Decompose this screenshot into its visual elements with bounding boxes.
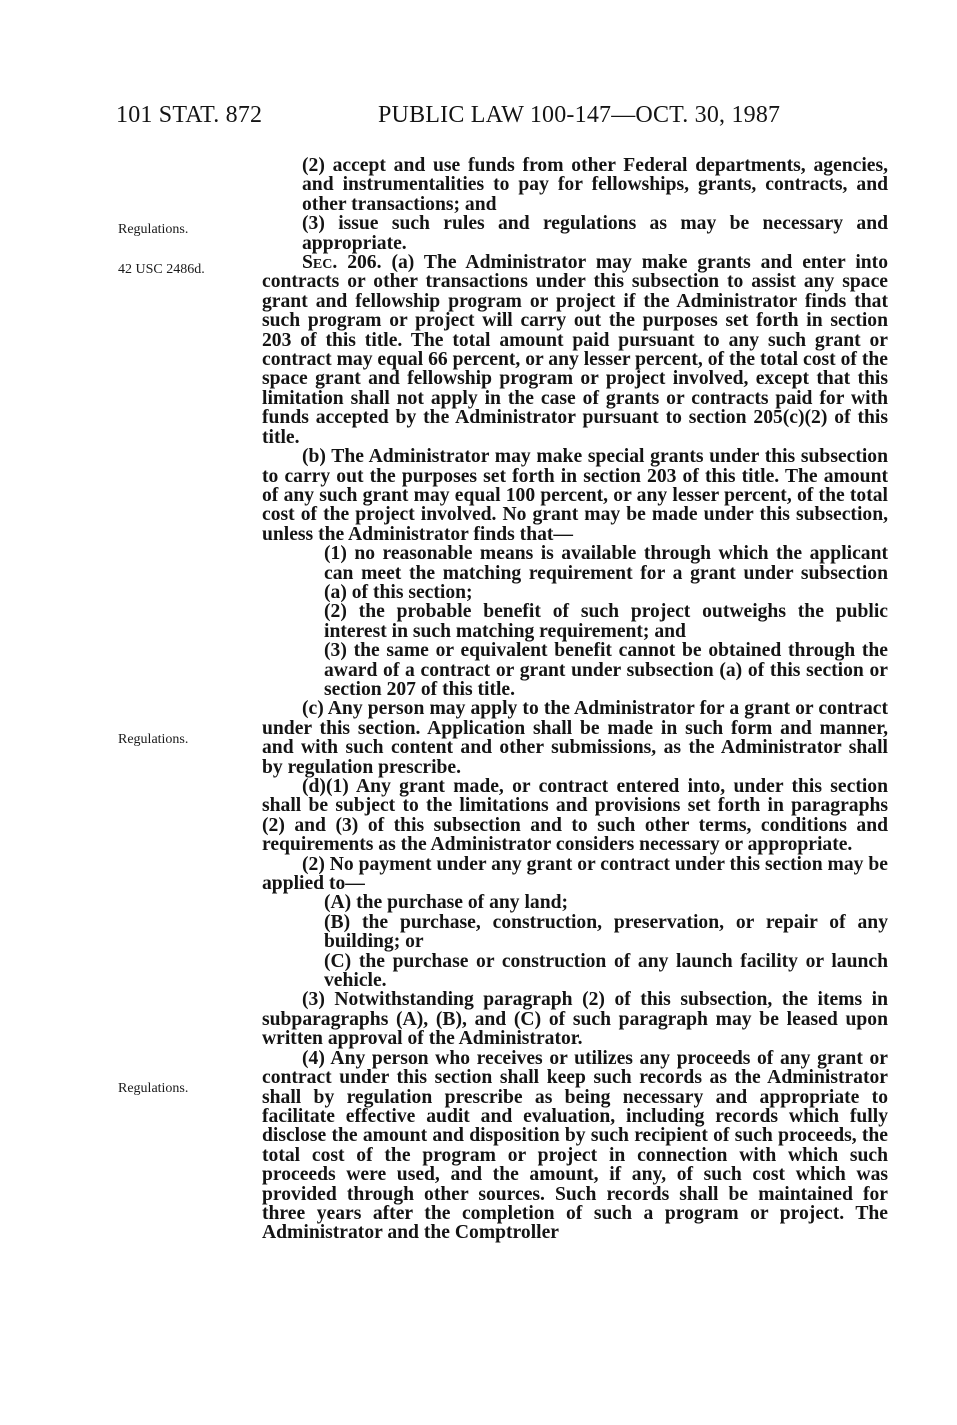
paragraph: (C) the purchase or construction of any launch facility or launch vehicle. (324, 950, 888, 992)
law-body-text (262, 156, 888, 1243)
margin-note-regulations: Regulations. (118, 1081, 189, 1096)
paragraph-text: (a) The Administrator may make grants and enter into contracts or other transactions under this subsection to assist any space grant and fellowship program or project if the Administrator finds that such program or project will carry out the purposes set forth in section 203 of this title. The total amount paid pursuant to any such grant or contract may equal 66 percent, or any lesser percent, of the total cost of the space grant and fellowship program or project involved, except that this limitation shall not apply in the case of grants or contracts paid for with funds accepted by the Administrator pursuant to section 205(c)(2) of this title. (262, 252, 888, 448)
stat-reference: 101 STAT. 872 (116, 102, 263, 128)
paragraph: (A) the purchase of any land; (324, 892, 569, 914)
paragraph: (2) the probable benefit of such project outweighs the public interest in such matching requirement; and (324, 601, 888, 642)
paragraph: (1) no reasonable means is available through which the applicant can meet the matching requirement for a grant under subsection (a) of this section; (324, 543, 888, 603)
paragraph: (B) the purchase, construction, preservation, or repair of any building; or (324, 911, 888, 953)
law-title: PUBLIC LAW 100-147—OCT. 30, 1987 (378, 102, 781, 128)
paragraph: (d)(1) Any grant made, or contract entered into, under this section shall be subject to the limitations and provisions set forth in paragraphs (2) and (3) of this subsection and to such other terms, conditions and requirements as the Administrator considers necessary or appropriate. (262, 776, 888, 856)
margin-note-usc: 42 USC 2486d. (118, 262, 205, 277)
paragraph: (3) Notwithstanding paragraph (2) of this subsection, the items in subparagraphs (A), (B), and (C) of such paragraph may be leased upon written approval of the Administrator. (262, 989, 888, 1050)
paragraph: (3) the same or equivalent benefit cannot be obtained through the award of a contract or grant under subsection (a) of this section or section 207 of this title. (324, 640, 888, 700)
section-206-paragraph (262, 253, 888, 447)
margin-note-regulations: Regulations. (118, 732, 189, 747)
paragraph: (2) No payment under any grant or contract under this section may be applied to— (262, 853, 888, 895)
margin-note-regulations: Regulations. (118, 222, 189, 237)
paragraph: (3) issue such rules and regulations as may be necessary and appropriate. (302, 213, 888, 254)
paragraph: (4) Any person who receives or utilizes any proceeds of any grant or contract under this section shall keep such records as the Administrator shall by regulation prescribe as being necessary and appropriate to facilitate effective audit and evaluation, including records which fully disclose the amount and disposition by such recipient of such proceeds, the total cost of the program or project in connection with which such proceeds were used, and the amount, if any, of such cost which was provided through other sources. Such records shall be maintained for three years after the completion of such a program or project. The Administrator and the Comptroller (262, 1047, 888, 1244)
paragraph: (2) accept and use funds from other Federal departments, agencies, and instrumentalities to pay for fellowships, grants, contracts, and other transactions; and (302, 155, 888, 215)
paragraph: (c) Any person may apply to the Administrator for a grant or contract under this section. Application shall be made in such form and manner, and with such content and other submissions, as the Administrator shall by regulation prescribe. (262, 698, 888, 778)
paragraph: (b) The Administrator may make special grants under this subsection to carry out the purposes set forth in section 203 of this title. The amount of any such grant may equal 100 percent, or any lesser percent, of the total cost of the project involved. No grant may be made under this subsection, unless the Administrator finds that— (262, 446, 888, 545)
section-label: Sec. 206. (302, 252, 382, 274)
